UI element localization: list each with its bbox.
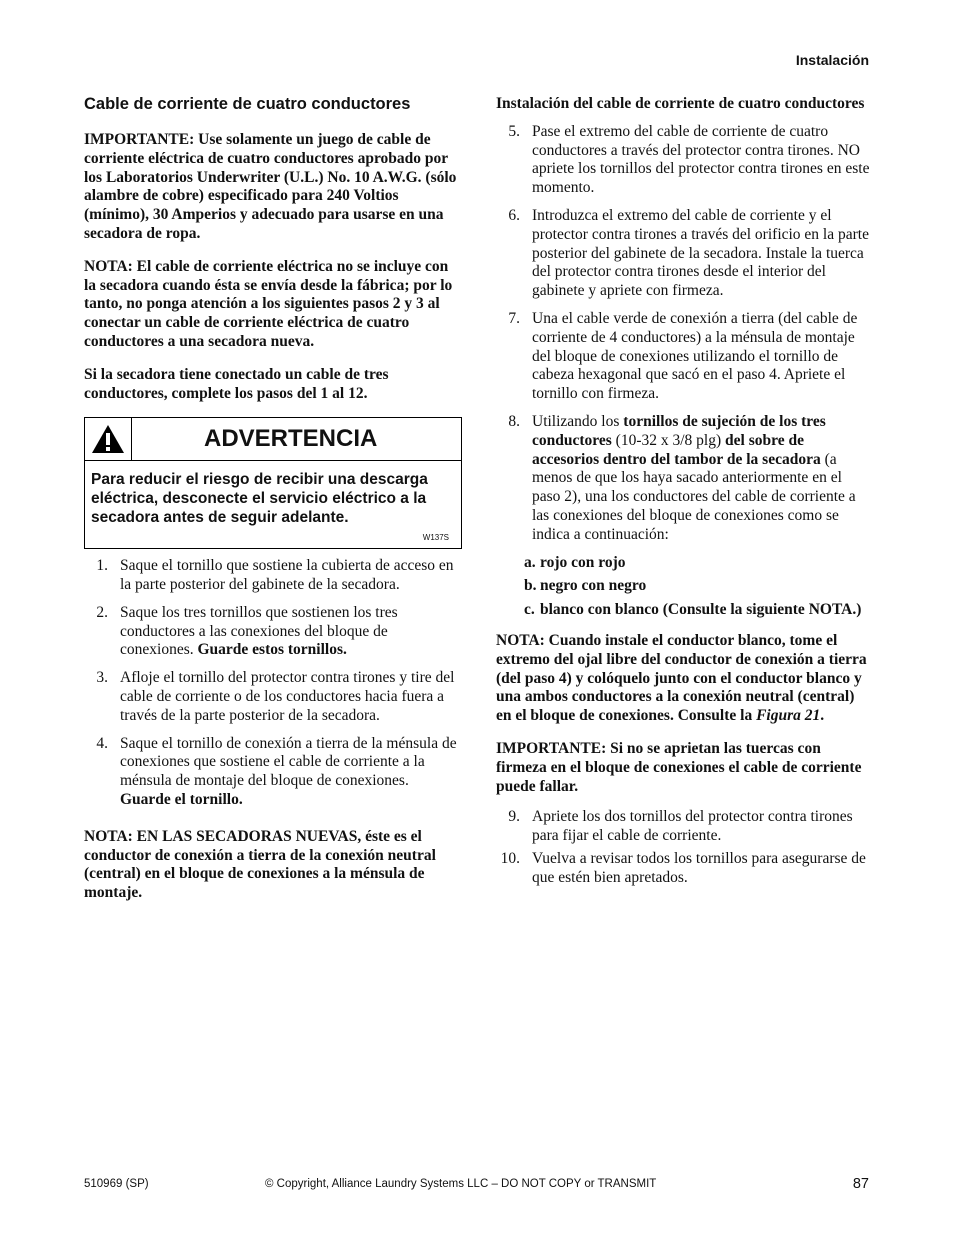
substep-text: blanco con blanco (Consulte la siguiente NOTA.) [540, 601, 862, 619]
step-number: 5. [508, 122, 520, 140]
three-conductor-note: Si la secadora tiene conectado un cable de tres conductores, complete los pasos del 1 al 12. [84, 365, 389, 402]
warning-header [85, 418, 461, 461]
step-text: Pase el extremo del cable de corriente de cuatro conductores a través del protector contra tirones. NO apriete los tornillos del protector contra tirones en este momento. [532, 122, 870, 197]
step-number: 6. [508, 206, 520, 224]
left-column [84, 95, 462, 917]
substep-item [524, 577, 871, 596]
new-dryer-note: NOTA: EN LAS SECADORAS NUEVAS, éste es el conductor de conexión a tierra de la conexión neutral (central) en el bloque de conexiones a la ménsula de montaje. [84, 827, 436, 902]
step-item [496, 310, 871, 404]
step-text: Introduzca el extremo del cable de corriente y el protector contra tirones a través del orificio en la parte posterior del gabinete de la secadora. Instale la tuerca del protector contra tirones desde el interior del gabinete y apriete con firmeza. [532, 206, 869, 300]
step-item [496, 413, 871, 545]
warning-triangle-icon [91, 424, 125, 454]
figure-reference: Figura 21 [756, 707, 821, 725]
step-item [84, 604, 462, 660]
step-item [496, 850, 871, 888]
substep-letter: c. [524, 601, 535, 619]
warning-box [84, 417, 462, 549]
warning-code: W137S [422, 533, 449, 543]
step-text: Saque los tres tornillos que sostienen los tres conductores a las conexiones del bloque de conexiones. Guarde estos tornillos. [120, 603, 398, 659]
important-note: IMPORTANTE: Use solamente un juego de cable de corriente eléctrica de cuatro conductores aprobado por los Laboratorios Underwriter (U.L.) No. 10 A.W.G. (sólo alambre de cobre) especificado para 240 Voltios (mínimo), 30 Amperios y adecuado para usarse en una secadora de ropa. [84, 131, 457, 242]
step-text: Apriete los dos tornillos del protector contra tirones para fijar el cable de corriente. [532, 808, 853, 845]
step-number: 3. [96, 669, 108, 687]
step-item [84, 735, 462, 810]
warning-title: ADVERTENCIA [204, 425, 378, 453]
step-item [84, 669, 462, 725]
substep-letter: a. [524, 553, 536, 571]
important-nuts-note: IMPORTANTE: Si no se aprietan las tuercas con firmeza en el bloque de conexiones el cable de corriente puede fallar. [496, 739, 862, 795]
page-number: 87 [852, 1176, 869, 1192]
step-item [496, 207, 871, 301]
steps-list-left [84, 557, 462, 810]
step-item [496, 808, 871, 846]
step-number: 8. [508, 412, 520, 430]
steps-list-right [496, 123, 871, 545]
step-item [84, 557, 462, 595]
warning-icon-cell [85, 418, 132, 460]
step-number: 2. [96, 603, 108, 621]
step-number: 7. [508, 309, 520, 327]
warning-text: Para reducir el riesgo de recibir una descarga eléctrica, desconecte el servicio eléctrico a la secadora antes de seguir adelante. [91, 471, 428, 526]
step-number: 10. [500, 849, 520, 867]
step-text: Afloje el tornillo del protector contra tirones y tire del cable de corriente o de los conductores hacia fuera a través de la parte posterior de la secadora. [120, 669, 455, 724]
step-text: Saque el tornillo de conexión a tierra de la ménsula de conexiones que sostiene el cable de corriente a la ménsula de montaje del bloque de conexiones. Guarde el tornillo. [120, 734, 457, 808]
warning-body [85, 461, 461, 548]
section-title: Cable de corriente de cuatro conductores [84, 95, 411, 113]
white-conductor-note: NOTA: Cuando instale el conductor blanco, tome el extremo del ojal libre del conductor de conexión a tierra (del paso 4) y colóquelo junto con el conductor blanco y una ambos conductores a la conexión neutral (central) en el bloque de conexiones. Consulte la Figura 21. [496, 631, 867, 725]
substeps-list [496, 554, 871, 620]
step-text: Saque el tornillo que sostiene la cubierta de acceso en la parte posterior del gabinete de la secadora. [120, 557, 454, 593]
step-number: 4. [96, 734, 108, 752]
substep-text: negro con negro [540, 577, 647, 595]
step-text: Vuelva a revisar todos los tornillos para asegurarse de que estén bien apretados. [532, 849, 866, 886]
step-number: 9. [508, 808, 520, 826]
document-number: 510969 (SP) [84, 1178, 149, 1190]
step-number: 1. [96, 557, 108, 575]
substep-text: rojo con rojo [540, 553, 626, 571]
right-column [496, 95, 871, 896]
substep-item [524, 554, 871, 573]
step-item [496, 123, 871, 198]
note-paragraph: NOTA: El cable de corriente eléctrica no se incluye con la secadora cuando ésta se envía desde la fábrica; por lo tanto, no ponga atención a los siguientes pasos 2 y 3 al conectar un cable de corriente eléctrica de cuatro conductores a una secadora nueva. [84, 257, 453, 350]
steps-list-right-final [496, 808, 871, 887]
copyright-notice: © Copyright, Alliance Laundry Systems LLC – DO NOT COPY or TRANSMIT [265, 1178, 657, 1190]
step-text: Una el cable verde de conexión a tierra (del cable de corriente de 4 conductores) a la ménsula de montaje del bloque de conexiones utilizando el tornillo de cabeza hexagonal que sacó en el paso 4. Apriete el tornillo con firmeza. [532, 309, 858, 403]
section-header: Instalación [795, 52, 869, 68]
step-text: Utilizando los tornillos de sujeción de los tres conductores (10-32 x 3/8 plg) del sobre de accesorios dentro del tambor de la secadora (a menos de que los haya sacado anteriormente en el paso 2), una los conductores del cable de corriente a las conexiones del bloque de conexiones como se indica a continuación: [532, 412, 856, 543]
substep-item [524, 601, 871, 620]
substep-letter: b. [524, 577, 537, 595]
subsection-title: Instalación del cable de corriente de cuatro conductores [496, 95, 865, 112]
